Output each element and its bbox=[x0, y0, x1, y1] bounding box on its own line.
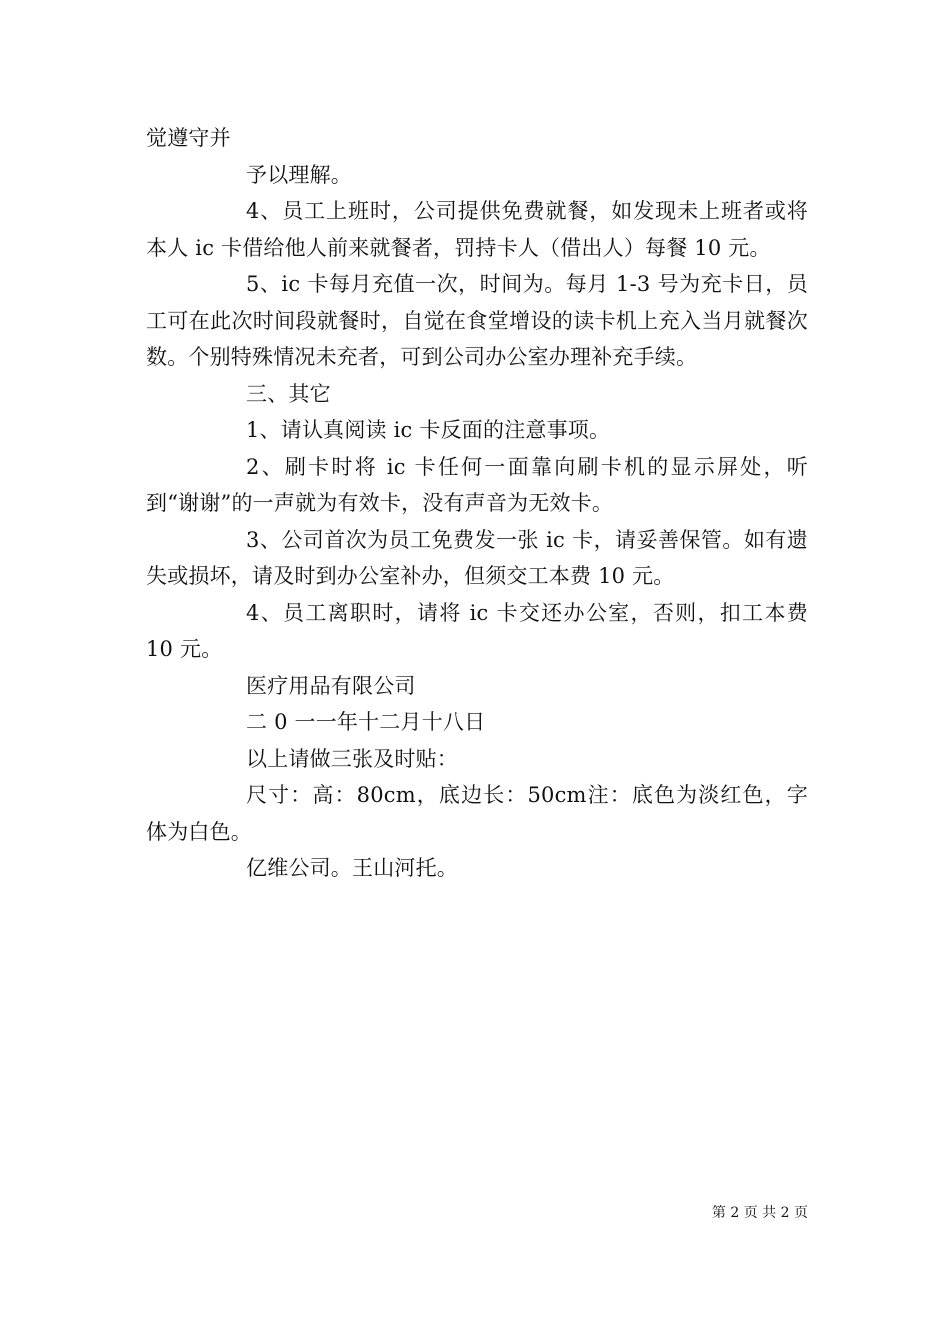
date-line: 二 0 一一年十二月十八日 bbox=[246, 710, 486, 734]
paragraph: 5、ic 卡每月充值一次，时间为。每月 1-3 号为充卡日，员工可在此次时间段就餐时，自觉在食堂增设的读卡机上充入当月就餐次数。个别特殊情况未充者，可到公司办公室办理补充手续。 bbox=[146, 272, 808, 369]
paragraph: 4、员工离职时，请将 ic 卡交还办公室，否则，扣工本费 10 元。 bbox=[146, 600, 808, 661]
section-heading: 三、其它 bbox=[246, 381, 331, 406]
paragraph: 尺寸：高：80cm，底边长：50cm注：底色为淡红色，字体为白色。 bbox=[146, 783, 808, 844]
document-body bbox=[146, 120, 808, 887]
paragraph: 以上请做三张及时贴： bbox=[246, 746, 458, 771]
paragraph: 1、请认真阅读 ic 卡反面的注意事项。 bbox=[246, 418, 611, 442]
paragraph: 4、员工上班时，公司提供免费就餐，如发现未上班者或将本人 ic 卡借给他人前来就餐者，罚持卡人（借出人）每餐 10 元。 bbox=[146, 199, 808, 260]
paragraph: 亿维公司。王山河托。 bbox=[246, 856, 458, 880]
page-number: 第 2 页 共 2 页 bbox=[711, 1205, 808, 1221]
paragraph: 3、公司首次为员工免费发一张 ic 卡，请妥善保管。如有遗失或损坏，请及时到办公室补办，但须交工本费 10 元。 bbox=[146, 527, 808, 588]
paragraph: 予以理解。 bbox=[246, 162, 352, 187]
paragraph: 2、刷卡时将 ic 卡任何一面靠向刷卡机的显示屏处，听到“谢谢”的一声就为有效卡，没有声音为无效卡。 bbox=[146, 454, 808, 515]
paragraph: 觉遵守并 bbox=[146, 126, 231, 150]
company-signature: 医疗用品有限公司 bbox=[246, 673, 416, 698]
